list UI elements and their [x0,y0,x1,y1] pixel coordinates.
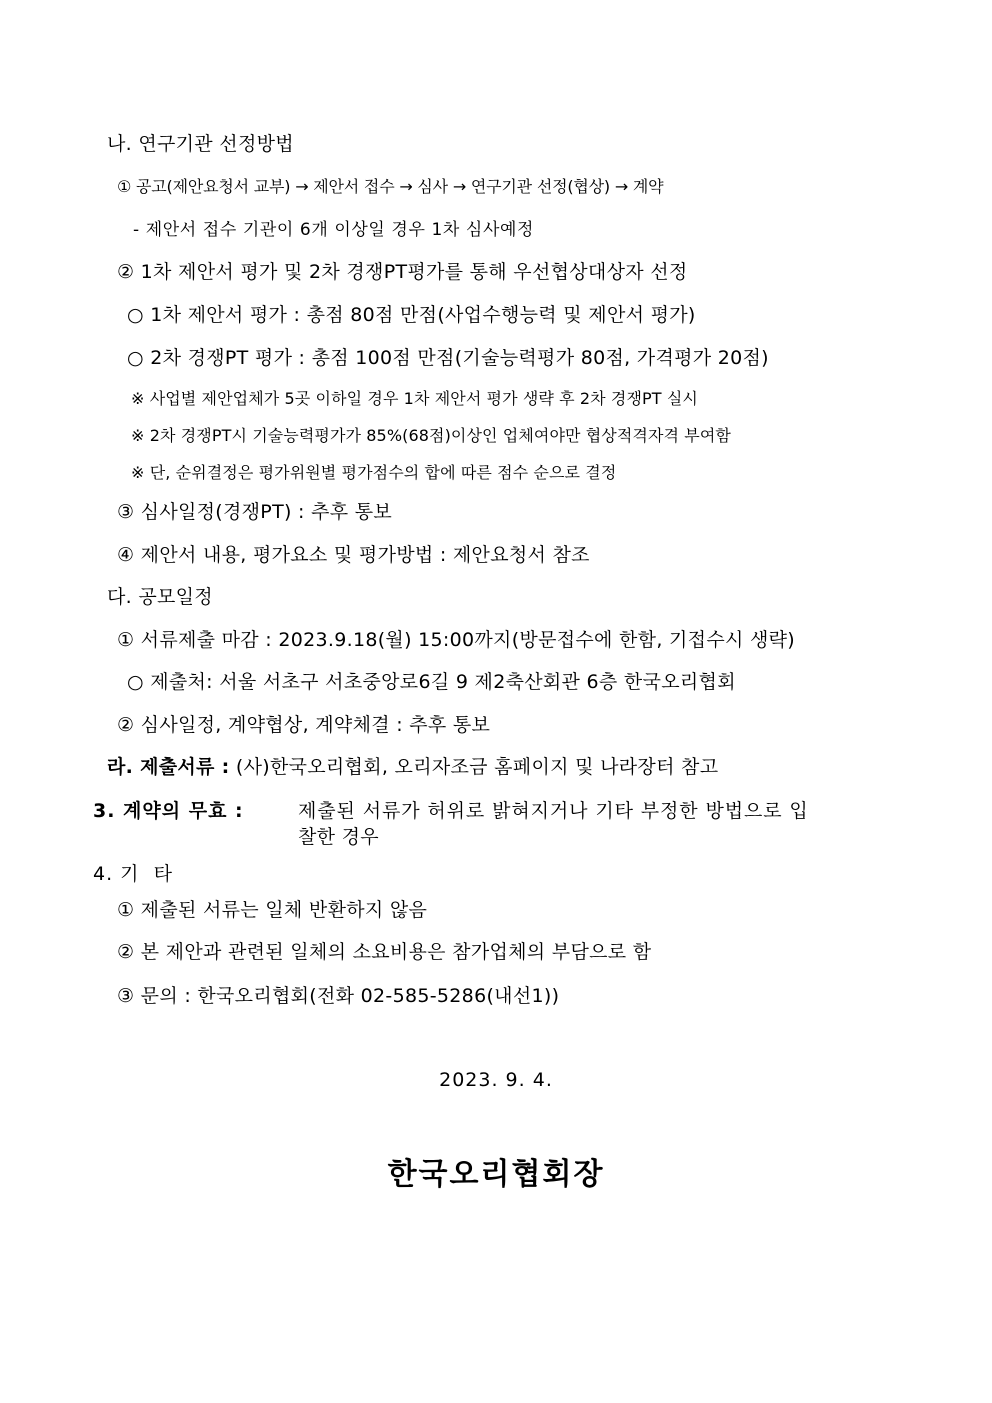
section-ra-text: (사)한국오리협회, 오리자조금 홈페이지 및 나라장터 참고 [235,756,719,778]
section-da-item-1-bullet: ○ 제출처: 서울 서초구 서초중앙로6길 9 제2축산회관 6층 한국오리협회 [127,671,736,693]
section-ra [107,754,718,780]
section-4-item-3: ③ 문의 : 한국오리협회(전화 02-585-5286(내선1)) [117,985,560,1007]
section-na-note-3: ※ 단, 순위결정은 평가위원별 평가점수의 합에 따른 점수 순으로 결정 [131,463,617,482]
document-date: 2023. 9. 4. [439,1069,553,1091]
section-na-note-1: ※ 사업별 제안업체가 5곳 이하일 경우 1차 제안서 평가 생략 후 2차 경쟁PT 실시 [131,389,698,408]
section-na-heading: 나. 연구기관 선정방법 [107,133,294,155]
section-na-note-2: ※ 2차 경쟁PT시 기술능력평가가 85%(68점)이상인 업체여야만 협상적격자격 부여함 [131,426,731,445]
section-4-heading: 4. 기 타 [93,863,173,885]
section-na-item-2-bullet-2: ○ 2차 경쟁PT 평가 : 총점 100점 만점(기술능력평가 80점, 가격평가 20점) [127,347,769,369]
section-na-item-2: ② 1차 제안서 평가 및 2차 경쟁PT평가를 통해 우선협상대상자 선정 [117,261,688,283]
section-3-text-line-1: 제출된 서류가 허위로 밝혀지거나 기타 부정한 방법으로 입 [298,800,809,822]
section-na-item-2-bullet-1: ○ 1차 제안서 평가 : 총점 80점 만점(사업수행능력 및 제안서 평가) [127,304,696,326]
section-da-item-2: ② 심사일정, 계약협상, 계약체결 : 추후 통보 [117,714,491,736]
section-da-heading: 다. 공모일정 [107,586,213,608]
section-da-item-1: ① 서류제출 마감 : 2023.9.18(월) 15:00까지(방문접수에 한함, 기접수시 생략) [117,629,795,651]
section-na-item-4: ④ 제안서 내용, 평가요소 및 평가방법 : 제안요청서 참조 [117,544,590,566]
section-na-item-3: ③ 심사일정(경쟁PT) : 추후 통보 [117,501,393,523]
section-ra-heading: 라. 제출서류 : [107,756,230,778]
section-3-text-line-2: 찰한 경우 [298,826,379,848]
section-4-item-1: ① 제출된 서류는 일체 반환하지 않음 [117,899,428,921]
section-3-heading: 3. 계약의 무효 : [93,800,244,822]
signature-title: 한국오리협회장 [387,1157,605,1192]
section-na-item-1: ① 공고(제안요청서 교부) → 제안서 접수 → 심사 → 연구기관 선정(협상) → 계약 [117,177,664,196]
section-4-item-2: ② 본 제안과 관련된 일체의 소요비용은 참가업체의 부담으로 함 [117,941,652,963]
section-na-item-1-sub: - 제안서 접수 기관이 6개 이상일 경우 1차 심사예정 [133,220,535,240]
